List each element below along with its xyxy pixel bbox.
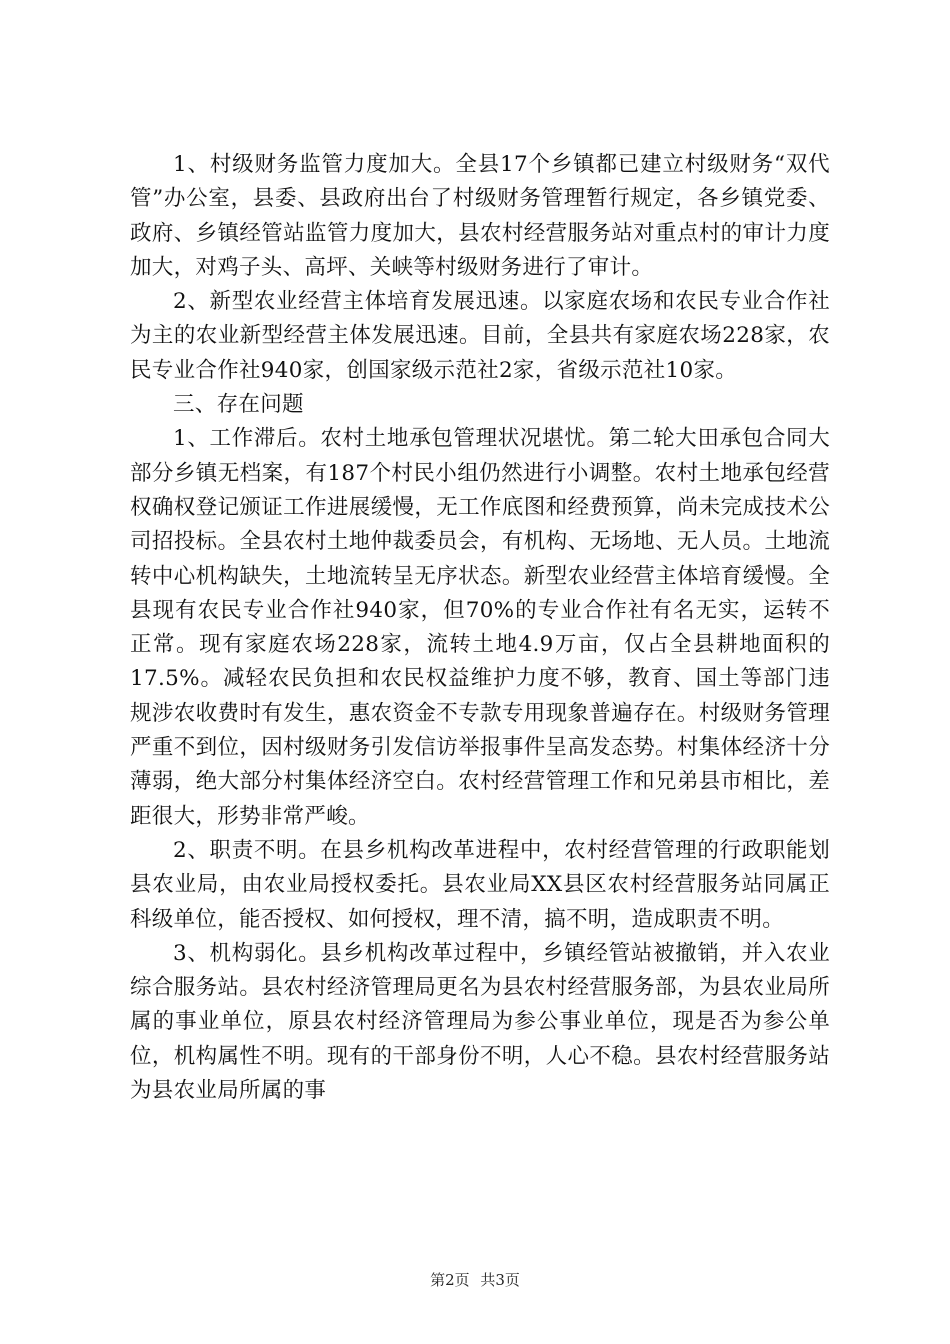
document-body: [130, 148, 830, 1108]
page-total: 共3页: [480, 1271, 520, 1289]
page-footer: [0, 1270, 950, 1290]
page-number: 第2页: [430, 1271, 470, 1289]
paragraph-new-agri-entities: 2、新型农业经营主体培育发展迅速。以家庭农场和农民专业合作社为主的农业新型经营主体发展迅速。目前，全县共有家庭农场228家，农民专业合作社940家，创国家级示范社2家，省级示范社10家。: [130, 289, 830, 383]
paragraph-work-lagging: 1、工作滞后。农村土地承包管理状况堪忧。第二轮大田承包合同大部分乡镇无档案，有187个村民小组仍然进行小调整。农村土地承包经营权确权登记颁证工作进展缓慢，无工作底图和经费预算，尚未完成技术公司招投标。全县农村土地仲裁委员会，有机构、无场地、无人员。土地流转中心机构缺失，土地流转呈无序状态。新型农业经营主体培育缓慢。全县现有农民专业合作社940家，但70%的专业合作社有名无实，运转不正常。现有家庭农场228家，流转土地4.9万亩，仅占全县耕地面积的17.5%。减轻农民负担和农民权益维护力度不够，教育、国土等部门违规涉农收费时有发生，惠农资金不专款专用现象普遍存在。村级财务管理严重不到位，因村级财务引发信访举报事件呈高发态势。村集体经济十分薄弱，绝大部分村集体经济空白。农村经营管理工作和兄弟县市相比，差距很大，形势非常严峻。: [130, 426, 830, 829]
paragraph-unclear-duties: 2、职责不明。在县乡机构改革进程中，农村经营管理的行政职能划县农业局，由农业局授权委托。县农业局XX县区农村经营服务站同属正科级单位，能否授权、如何授权，理不清，搞不明，造成职责不明。: [130, 837, 830, 932]
paragraph-weakened-institutions: 3、机构弱化。县乡机构改革过程中，乡镇经管站被撤销，并入农业综合服务站。县农村经济管理局更名为县农村经营服务部，为县农业局所属的事业单位，原县农村经济管理局为参公事业单位，现是否为参公单位，机构属性不明。现有的干部身份不明，人心不稳。县农村经营服务站为县农业局所属的事: [130, 940, 830, 1104]
section-heading-problems: 三、存在问题: [173, 392, 304, 418]
paragraph-finance-supervision: 1、村级财务监管力度加大。全县17个乡镇都已建立村级财务“双代管”办公室，县委、县政府出台了村级财务管理暂行规定，各乡镇党委、政府、乡镇经管站监管力度加大，县农村经营服务站对重点村的审计力度加大，对鸡子头、高坪、关峡等村级财务进行了审计。: [130, 152, 830, 280]
